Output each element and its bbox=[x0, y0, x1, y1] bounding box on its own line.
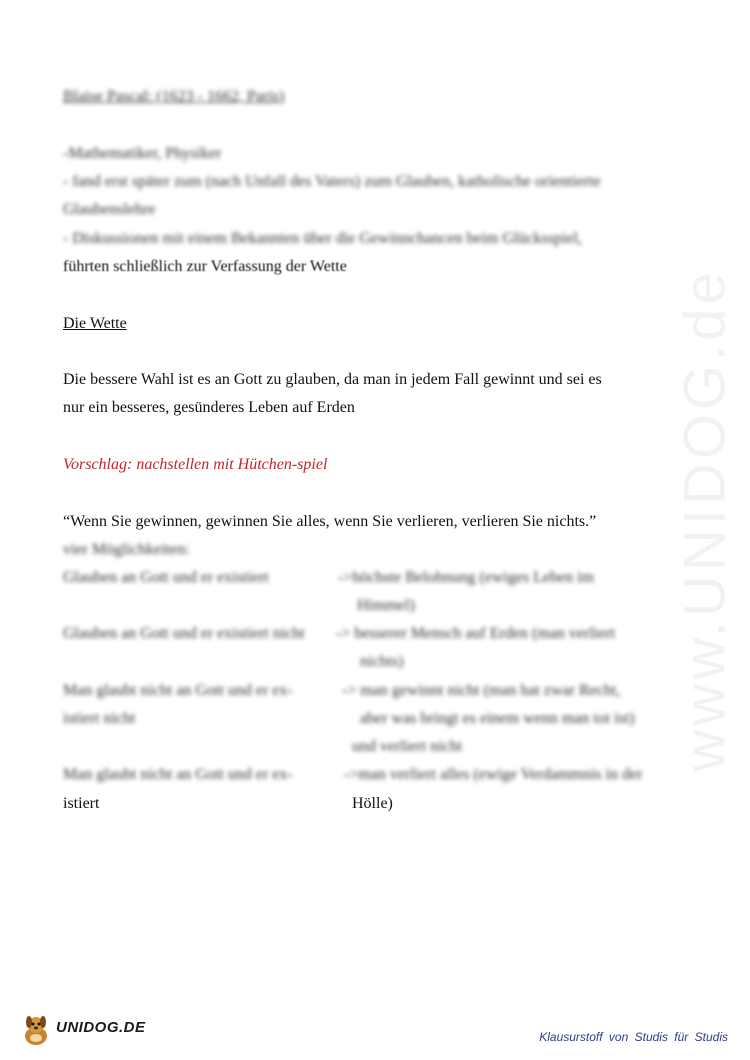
possibility-condition: Man glaubt nicht an Gott und er ex- bbox=[63, 682, 293, 699]
section-title: Die Wette bbox=[63, 315, 127, 332]
bullet-line: - fand erst später zum (nach Unfall des Vaters) zum Glauben, katholische orientierte bbox=[63, 173, 601, 190]
possibility-outcome: Himmel) bbox=[357, 597, 415, 614]
logo-text: UNIDOG.DE bbox=[56, 1019, 146, 1036]
possibility-condition: Man glaubt nicht an Gott und er ex- bbox=[63, 766, 293, 783]
watermark: www.UNIDOG.de bbox=[672, 268, 738, 772]
paragraph-line: nur ein besseres, gesünderes Leben auf Erden bbox=[63, 399, 355, 416]
possibility-condition: Glauben an Gott und er existiert bbox=[63, 569, 269, 586]
quote-text: “Wenn Sie gewinnen, gewinnen Sie alles, wenn Sie verlieren, verlieren Sie nichts.” bbox=[63, 513, 597, 530]
possibility-outcome: ->man verliert alles (ewige Verdammnis in der bbox=[344, 766, 643, 783]
page-heading: Blaise Pascal: (1623 - 1662, Paris) bbox=[63, 88, 285, 105]
possibility-outcome: nichts) bbox=[360, 653, 404, 670]
suggestion-text: Vorschlag: nachstellen mit Hütchen-spiel bbox=[63, 456, 328, 473]
possibility-outcome: aber was bringt es einem wenn man tot ist) bbox=[360, 710, 635, 727]
possibility-condition: istiert nicht bbox=[63, 710, 136, 727]
possibility-outcome: -> besserer Mensch auf Erden (man verliert bbox=[336, 625, 616, 642]
possibilities-label: vier Möglichkeiten: bbox=[63, 541, 190, 558]
possibility-outcome: ->höchste Belohnung (ewiges Leben im bbox=[338, 569, 595, 586]
unidog-logo[interactable] bbox=[18, 1012, 153, 1048]
possibility-outcome: Hölle) bbox=[352, 795, 393, 812]
possibility-outcome: -> man gewinnt nicht (man hat zwar Recht, bbox=[342, 682, 621, 699]
bullet-line: -Mathematiker, Physiker bbox=[63, 145, 222, 162]
bullet-line: - Diskussionen mit einem Bekannten über die Gewinnchancen beim Glücksspiel, bbox=[63, 230, 582, 247]
possibility-condition: Glauben an Gott und er existiert nicht bbox=[63, 625, 305, 642]
dog-mascot-icon bbox=[18, 1012, 54, 1048]
bullet-line: führten schließlich zur Verfassung der Wette bbox=[63, 258, 347, 275]
footer-tagline: Klausurstoff von Studis für Studis bbox=[539, 1030, 728, 1044]
paragraph-line: Die bessere Wahl ist es an Gott zu glauben, da man in jedem Fall gewinnt und sei es bbox=[63, 371, 602, 388]
bullet-line: Glaubenslehre bbox=[63, 201, 156, 218]
possibility-outcome: und verliert nicht bbox=[352, 738, 463, 755]
possibility-condition: istiert bbox=[63, 795, 100, 812]
